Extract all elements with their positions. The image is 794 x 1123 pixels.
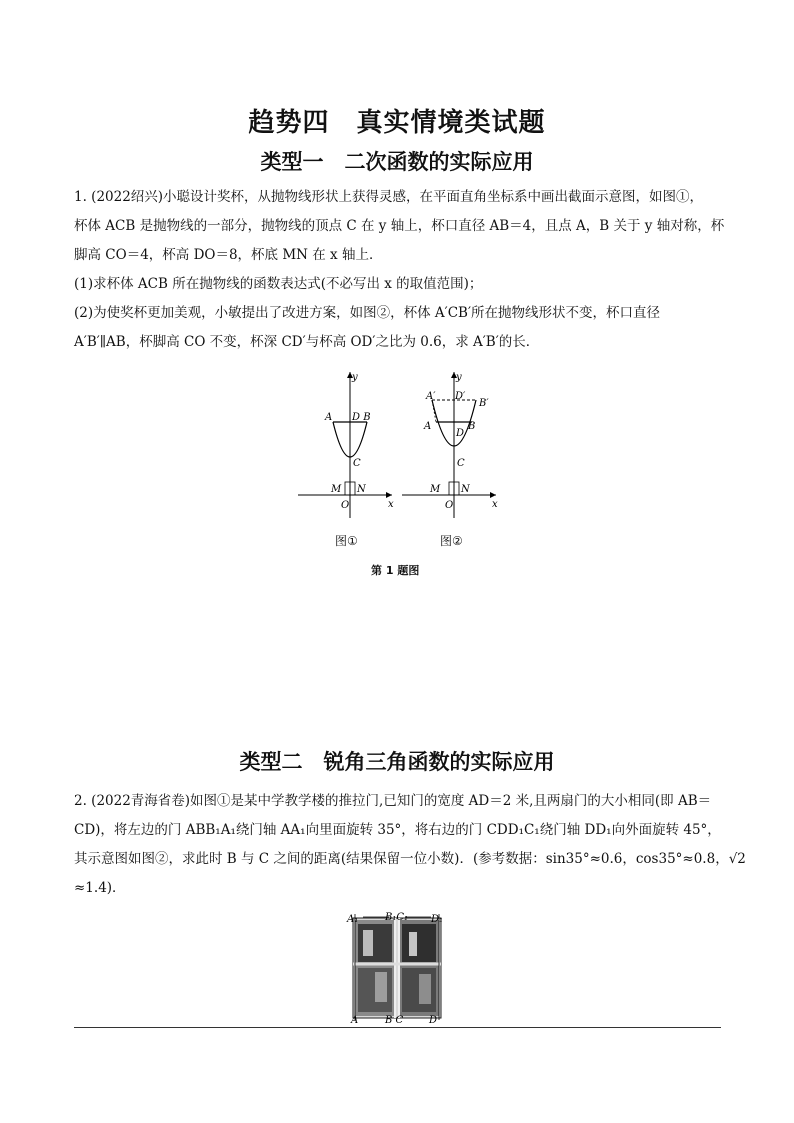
fig2-x-axis-label: x xyxy=(492,499,498,510)
q1-part-2-line-1: (2)为使奖杯更加美观，小敏提出了改进方案，如图②，杯体 A′CB′所在抛物线形状不变，杯口直径 xyxy=(74,305,661,321)
page-title: 趋势四 真实情境类试题 xyxy=(248,108,546,138)
photo-label-D: D xyxy=(429,1015,438,1025)
fig2-label-D: D xyxy=(456,428,465,439)
q1-stem-line-2: 杯体 ACB 是抛物线的一部分，抛物线的顶点 C 在 y 轴上，杯口直径 AB＝4，且点 A，B 关于 y 轴对称，杯 xyxy=(74,218,725,234)
photo-label-BC: B C xyxy=(385,1015,404,1025)
photo-label-B1C1: B₁C₁ xyxy=(385,912,409,923)
section-title-type-one: 类型一 二次函数的实际应用 xyxy=(260,150,534,174)
bottom-divider xyxy=(74,1027,721,1028)
q1-stem-line-3: 脚高 CO＝4，杯高 DO＝8，杯底 MN 在 x 轴上． xyxy=(74,247,383,263)
figure-2-diagram xyxy=(402,372,498,518)
fig2-label-A-prime: A′ xyxy=(426,391,436,402)
fig1-x-axis-label: x xyxy=(388,499,394,510)
fig1-label-A: A xyxy=(325,412,333,423)
section-title-type-two: 类型二 锐角三角函数的实际应用 xyxy=(239,750,555,774)
photo-label-D1: D₁ xyxy=(431,914,444,925)
q2-door-photo xyxy=(345,910,450,1025)
fig2-label-M: M xyxy=(430,484,441,495)
question-2 xyxy=(74,787,746,903)
q1-stem-line-1: 1. (2022绍兴)小聪设计奖杯，从抛物线形状上获得灵感，在平面直角坐标系中画出截面示意图，如图①， xyxy=(74,189,704,205)
q1-part-1: (1)求杯体 ACB 所在抛物线的函数表达式(不必写出 x 的取值范围)； xyxy=(74,276,483,292)
q2-stem-line-4: ≈1.4)． xyxy=(74,880,126,896)
q2-stem-line-2: CD)，将左边的门 ABB₁A₁绕门轴 AA₁向里面旋转 35°，将右边的门 CDD₁C₁绕门轴 DD₁向外面旋转 45°， xyxy=(74,822,721,838)
fig1-label-O: O xyxy=(341,500,350,511)
fig1-label-N: N xyxy=(357,484,366,495)
q2-stem-line-3: 其示意图如图②，求此时 B 与 C 之间的距离(结果保留一位小数)．(参考数据：sin35°≈0.6，cos35°≈0.8，√2 xyxy=(74,851,746,867)
fig1-y-axis-label: y xyxy=(352,372,358,383)
fig2-label-O: O xyxy=(445,500,454,511)
figure-2-caption: 图② xyxy=(440,534,463,548)
fig2-label-B-prime: B′ xyxy=(479,398,489,409)
photo-label-A: A xyxy=(351,1015,359,1025)
fig1-label-M: M xyxy=(331,484,342,495)
fig2-label-D-prime: D′ xyxy=(455,391,466,402)
q1-figure-caption: 第 1 题图 xyxy=(371,564,420,577)
photo-label-A1: A₁ xyxy=(347,914,359,925)
question-1 xyxy=(74,183,725,357)
q2-stem-line-1: 2. (2022青海省卷)如图①是某中学教学楼的推拉门,已知门的宽度 AD＝2 米,且两扇门的大小相同(即 AB＝ xyxy=(74,793,712,809)
fig2-label-C: C xyxy=(457,458,465,469)
fig1-label-C: C xyxy=(353,458,361,469)
fig2-y-axis-label: y xyxy=(456,372,462,383)
figure-1-diagram xyxy=(298,372,394,518)
fig1-label-DB: D B xyxy=(352,412,371,423)
fig2-label-N: N xyxy=(461,484,470,495)
q1-part-2-line-2: A′B′∥AB，杯脚高 CO 不变，杯深 CD′与杯高 OD′之比为 0.6，求 A′B′的长． xyxy=(74,334,540,350)
fig2-label-A: A xyxy=(424,421,432,432)
figure-1-caption: 图① xyxy=(335,534,358,548)
q1-figure xyxy=(290,368,505,528)
fig2-label-B: B xyxy=(468,421,476,432)
